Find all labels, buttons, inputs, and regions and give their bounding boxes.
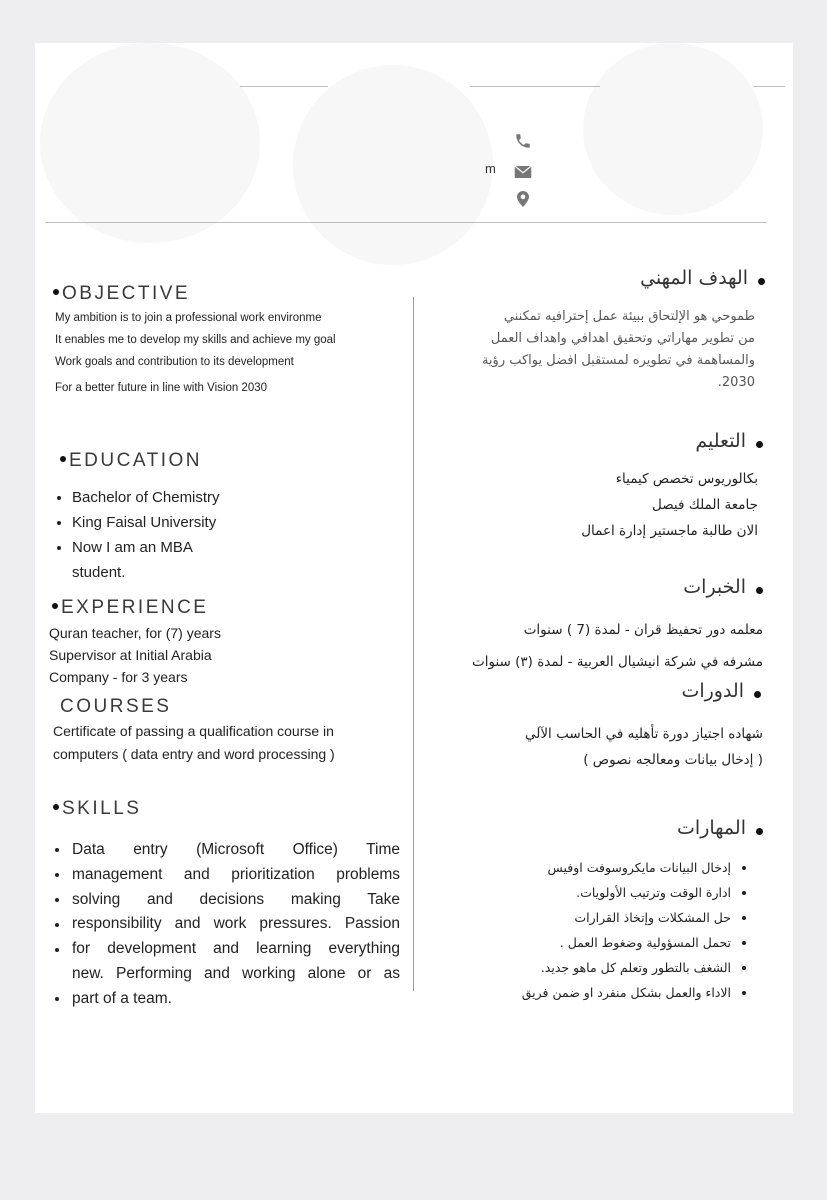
bullet-dot: [55, 848, 59, 852]
skills-heading: [53, 798, 141, 820]
skills-line: part of a team.: [72, 989, 172, 1007]
ar-objective-line: من تطوير مهاراتي وتحقيق اهدافي واهداف العمل: [490, 331, 755, 346]
header-initial: m: [485, 161, 496, 176]
education-item: • Now I am an MBA: [72, 535, 220, 560]
photo-circle-right: [583, 43, 763, 215]
header-top-line-center: [470, 86, 600, 87]
ar-education-title: التعليم: [695, 430, 746, 452]
bullet-dot: [60, 456, 66, 462]
objective-line: It enables me to develop my skills and achieve my goal: [55, 334, 336, 346]
education-list: [50, 485, 220, 585]
ar-objective-heading: [640, 267, 765, 289]
bullet-dot: [55, 948, 59, 952]
objective-line: Work goals and contribution to its development: [55, 356, 294, 368]
ar-objective-line: 2030.: [717, 375, 755, 390]
bullet-dot: [55, 873, 59, 877]
bullet-dot: [758, 278, 765, 285]
bullet-dot: [756, 441, 763, 448]
ar-skills-heading: [677, 817, 763, 839]
ar-courses-lines: [423, 721, 763, 773]
objective-heading: [53, 283, 190, 305]
skills-line: Data entry (Microsoft Office) Time: [72, 841, 400, 858]
experience-line: Company - for 3 years: [49, 669, 188, 685]
education-item: • Bachelor of Chemistry: [72, 485, 220, 510]
bullet-dot: [53, 804, 59, 810]
education-title: EDUCATION: [69, 450, 202, 471]
ar-objective-title: الهدف المهني: [640, 267, 748, 289]
ar-education-lines: [428, 466, 758, 544]
experience-line: Quran teacher, for (7) years: [49, 625, 221, 641]
bullet-dot: [52, 603, 58, 609]
ar-objective-text: [425, 306, 755, 394]
ar-skills-title: المهارات: [677, 817, 746, 839]
bullet-dot: [55, 997, 59, 1001]
bullet-dot: [756, 828, 763, 835]
skills-line: management and prioritization problems: [72, 865, 400, 883]
ar-courses-heading: [681, 680, 761, 702]
courses-title: COURSES: [60, 696, 172, 717]
skills-line: responsibility and work pressures. Passion: [72, 915, 400, 933]
ar-courses-title: الدورات: [681, 680, 744, 702]
ar-experience-heading: [683, 576, 763, 598]
objective-line: My ambition is to join a professional work environme: [55, 312, 322, 324]
skills-line: new. Performing and working alone or as: [72, 964, 400, 982]
courses-heading: [60, 696, 171, 718]
ar-education-line: جامعة الملك فيصل: [652, 497, 758, 513]
photo-circle-left: [40, 43, 260, 243]
ar-education-line: الان طالبة ماجستير إدارة اعمال: [581, 523, 758, 539]
ar-education-line: بكالوريوس تخصص كيمياء: [615, 471, 758, 487]
mail-icon: [514, 165, 532, 179]
ar-skill-item: • الاداء والعمل بشكل منفرد او ضمن فريق: [429, 980, 731, 1005]
phone-icon: [514, 132, 532, 150]
experience-title: EXPERIENCE: [61, 597, 209, 618]
experience-line: Supervisor at Initial Arabia: [49, 647, 212, 663]
education-item-continuation: student.: [72, 564, 126, 581]
location-pin-icon: [517, 191, 529, 207]
ar-experience-title: الخبرات: [683, 576, 746, 598]
bullet-dot: [55, 898, 59, 902]
skills-title: SKILLS: [62, 798, 142, 819]
ar-skill-item: • تحمل المسؤولية وضغوط العمل .: [429, 930, 731, 955]
objective-title: OBJECTIVE: [62, 283, 191, 304]
ar-education-heading: [695, 430, 763, 452]
education-item: • King Faisal University: [72, 510, 220, 535]
ar-courses-line: شهاده اجتياز دورة تأهليه في الحاسب الآلي: [524, 726, 763, 742]
ar-skill-item: • الشغف بالتطور وتعلم كل ماهو جديد.: [429, 955, 731, 980]
ar-skill-item: • إدخال البيانات مايكروسوفت اوفيس: [429, 855, 731, 880]
ar-experience-lines: [403, 614, 763, 678]
courses-line: computers ( data entry and word processing ): [53, 746, 335, 762]
courses-line: Certificate of passing a qualification course in: [53, 723, 334, 739]
skills-lines: [72, 838, 400, 1012]
education-heading: [60, 450, 202, 472]
header-top-line-right: [753, 86, 785, 87]
ar-skill-item: • ادارة الوقت وترتيب الأولويات.: [429, 880, 731, 905]
bullet-dot: [754, 691, 761, 698]
skills-line: for development and learning everything: [72, 940, 400, 958]
bullet-dot: [53, 289, 59, 295]
header-top-line-left: [240, 86, 328, 87]
bullet-dot: [55, 923, 59, 927]
resume-page: [35, 43, 793, 1113]
header-bottom-line: [45, 222, 767, 223]
skills-line: solving and decisions making Take: [72, 890, 400, 908]
objective-line: For a better future in line with Vision 2030: [55, 382, 268, 394]
ar-courses-line: ( إدخال بيانات ومعالجه نصوص ): [583, 752, 763, 768]
ar-objective-line: والمساهمة في تطويره لمستقبل افضل يواكب رؤية: [481, 353, 755, 368]
ar-skill-item: • حل المشكلات وإتخاذ القرارات: [429, 905, 731, 930]
experience-heading: [52, 597, 208, 619]
ar-experience-line: معلمه دور تحفيظ قران - لمدة (7 ) سنوات: [523, 622, 763, 638]
bullet-dot: [756, 587, 763, 594]
ar-skills-list: [429, 855, 749, 1005]
ar-objective-line: طموحي هو الإلتحاق ببيئة عمل إحترافيه تمكنني: [503, 309, 755, 324]
photo-circle-center: [293, 65, 493, 265]
ar-experience-line: مشرفه في شركة انيشيال العربية - لمدة (٣) سنوات: [472, 654, 763, 670]
